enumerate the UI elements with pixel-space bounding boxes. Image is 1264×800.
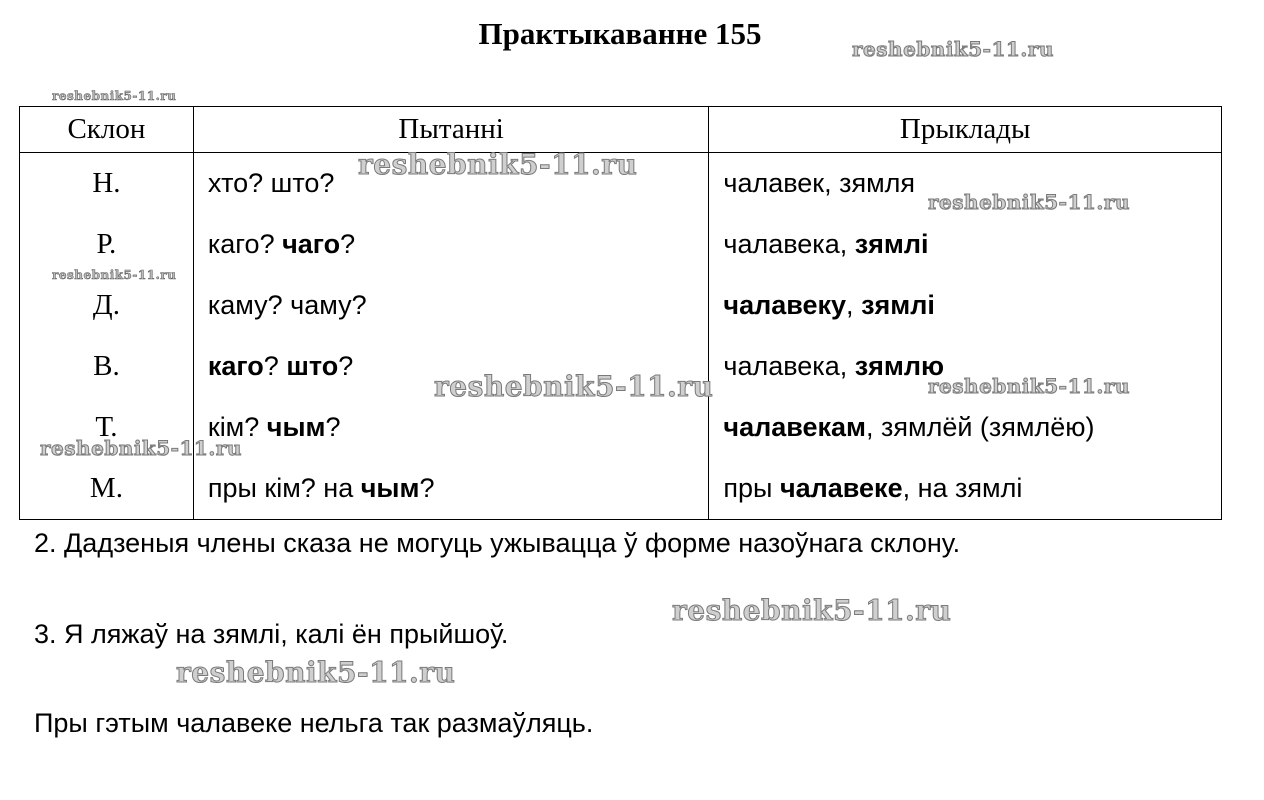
case-cell: М. — [20, 458, 194, 520]
bold-fragment: чалавеку — [723, 290, 847, 320]
watermark: reshebnik5-11.ru — [176, 656, 456, 689]
text-fragment: ? — [338, 351, 354, 381]
text-fragment: ? — [419, 473, 435, 503]
bold-fragment: зямлю — [854, 351, 945, 381]
text-fragment: , на зямлі — [902, 473, 1023, 503]
case-cell: Р. — [20, 214, 194, 275]
text-fragment: чалавек, зямля — [723, 168, 916, 198]
watermark: reshebnik5-11.ru — [358, 148, 638, 181]
example-cell — [709, 458, 1222, 520]
watermark: reshebnik5-11.ru — [852, 37, 1054, 61]
bold-fragment: чым — [266, 412, 326, 442]
bold-fragment: зямлі — [861, 290, 935, 320]
text-fragment: ? — [263, 351, 287, 381]
text-fragment: чалавека, — [723, 351, 855, 381]
page-title: Практыкаванне 155 — [478, 16, 762, 51]
bold-fragment: чым — [360, 473, 420, 503]
text-fragment: пры кім? на — [207, 473, 361, 503]
text-fragment: чалавека, — [723, 229, 855, 259]
answer-3: 3. Я ляжаў на зямлі, калі ён прыйшоў. — [34, 619, 509, 649]
answer-3-sentence-2: Пры гэтым чалавеке нельга так размаўляць. — [34, 708, 594, 738]
text-fragment: пры — [723, 473, 780, 503]
watermark: reshebnik5-11.ru — [40, 436, 242, 460]
bold-fragment: чалавекам — [723, 412, 867, 442]
table-row — [20, 275, 1222, 336]
example-cell — [709, 397, 1222, 458]
header-examples: Прыклады — [709, 107, 1222, 153]
table-header-row — [20, 107, 1222, 153]
question-cell — [193, 214, 709, 275]
table-row — [20, 458, 1222, 520]
watermark: reshebnik5-11.ru — [928, 190, 1130, 214]
text-fragment: , зямлёй (зямлёю) — [866, 412, 1095, 442]
bold-fragment: чаго — [282, 229, 341, 259]
case-cell: Д. — [20, 275, 194, 336]
case-cell: Т. — [20, 397, 194, 458]
bold-fragment: зямлі — [854, 229, 929, 259]
text-fragment: ? — [340, 229, 356, 259]
header-case: Склон — [20, 107, 194, 153]
example-cell — [709, 275, 1222, 336]
question-cell — [193, 275, 709, 336]
text-fragment: каму? чаму? — [207, 290, 367, 320]
bold-fragment: чалавеке — [779, 473, 903, 503]
example-cell — [709, 214, 1222, 275]
header-questions: Пытанні — [193, 107, 709, 153]
text-fragment: хто? што? — [207, 168, 335, 198]
bold-fragment: што — [286, 351, 339, 381]
bold-fragment: каго — [207, 351, 264, 381]
question-cell — [193, 458, 709, 520]
watermark: reshebnik5-11.ru — [52, 268, 177, 282]
text-fragment: кім? — [207, 412, 267, 442]
watermark: reshebnik5-11.ru — [434, 370, 714, 403]
case-cell: В. — [20, 336, 194, 397]
case-cell: Н. — [20, 153, 194, 215]
text-fragment: ? — [325, 412, 341, 442]
text-fragment: , — [846, 290, 862, 320]
watermark: reshebnik5-11.ru — [928, 374, 1130, 398]
question-cell — [193, 397, 709, 458]
table-row — [20, 214, 1222, 275]
watermark: reshebnik5-11.ru — [672, 594, 952, 627]
watermark: reshebnik5-11.ru — [52, 89, 177, 103]
text-fragment: каго? — [207, 229, 283, 259]
answer-2: 2. Дадзеныя члены сказа не могуць ужывацца ў форме назоўнага склону. — [34, 528, 961, 558]
